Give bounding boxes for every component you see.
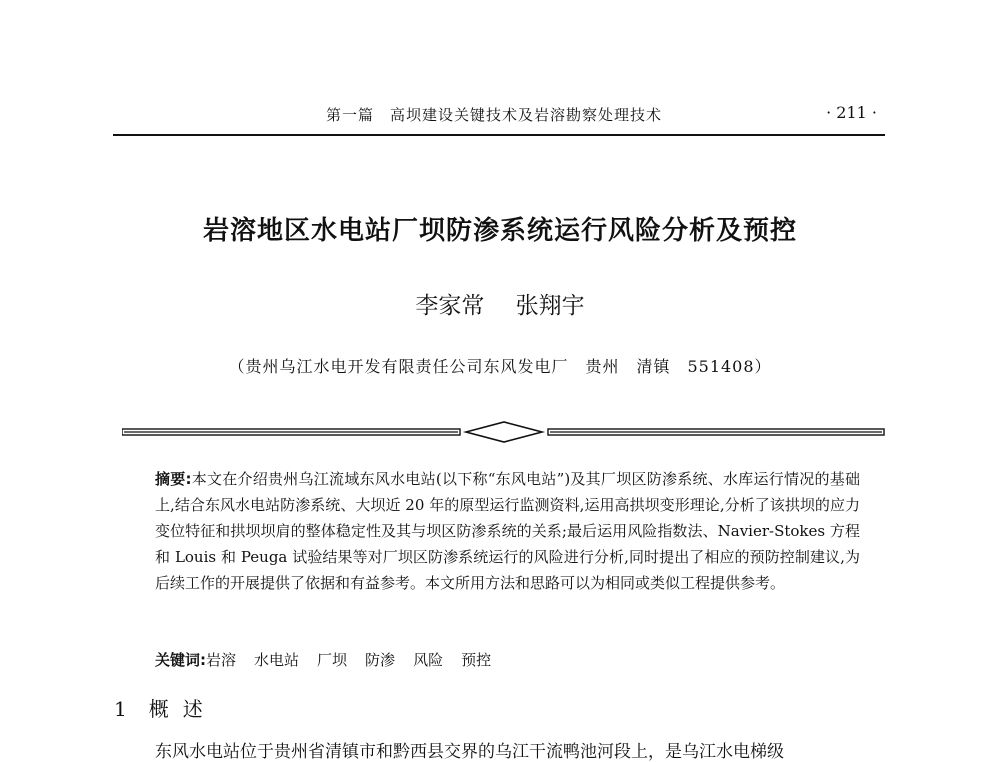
keyword: 岩溶 — [206, 651, 237, 669]
section-heading — [114, 693, 217, 722]
authors: 李家常 张翔宇 — [415, 293, 585, 319]
ornamental-divider — [122, 420, 886, 444]
body-text-first-line: 东风水电站位于贵州省清镇市和黔西县交界的乌江干流鸭池河段上，是乌江水电梯级 — [155, 742, 784, 762]
abstract-label: 摘要: — [155, 470, 192, 488]
section-title: 概述 — [148, 697, 217, 721]
divider-diamond — [466, 422, 542, 442]
keywords — [155, 649, 860, 670]
paper-title: 岩溶地区水电站厂坝防渗系统运行风险分析及预控 — [202, 216, 797, 246]
section-number: 1 — [114, 697, 127, 721]
running-header-title: 第一篇 高坝建设关键技术及岩溶勘察处理技术 — [326, 106, 663, 124]
abstract-text: 本文在介绍贵州乌江流域东风水电站(以下称“东风电站”)及其厂坝区防渗系统、水库运行情况的基础上,结合东风水电站防渗系统、大坝近 20 年的原型运行监测资料,运用高拱坝变形理论,分析了该拱坝的应力变位特征和拱坝坝肩的整体稳定性及其与坝区防渗系统的关系;最后运用风险指数法、Navier-Stokes 方程和 Louis 和 Peuga 试验结果等对厂坝区防渗系统运行的风险进行分析,同时提出了相应的预防控制建议,为后续工作的开展提供了依据和有益参考。本文所用方法和思路可以为相同或类似工程提供参考。 — [155, 470, 861, 592]
keyword: 防渗 — [365, 651, 396, 669]
page-number: · 211 · — [826, 103, 877, 122]
keywords-label: 关键词: — [155, 651, 206, 669]
running-header — [113, 104, 885, 130]
keyword: 水电站 — [254, 651, 300, 669]
keyword: 预控 — [461, 651, 492, 669]
keyword: 风险 — [413, 651, 444, 669]
header-rule — [113, 134, 885, 136]
keyword: 厂坝 — [317, 651, 348, 669]
affiliation: （贵州乌江水电开发有限责任公司东风发电厂 贵州 清镇 551408） — [228, 357, 772, 376]
abstract — [155, 466, 860, 596]
